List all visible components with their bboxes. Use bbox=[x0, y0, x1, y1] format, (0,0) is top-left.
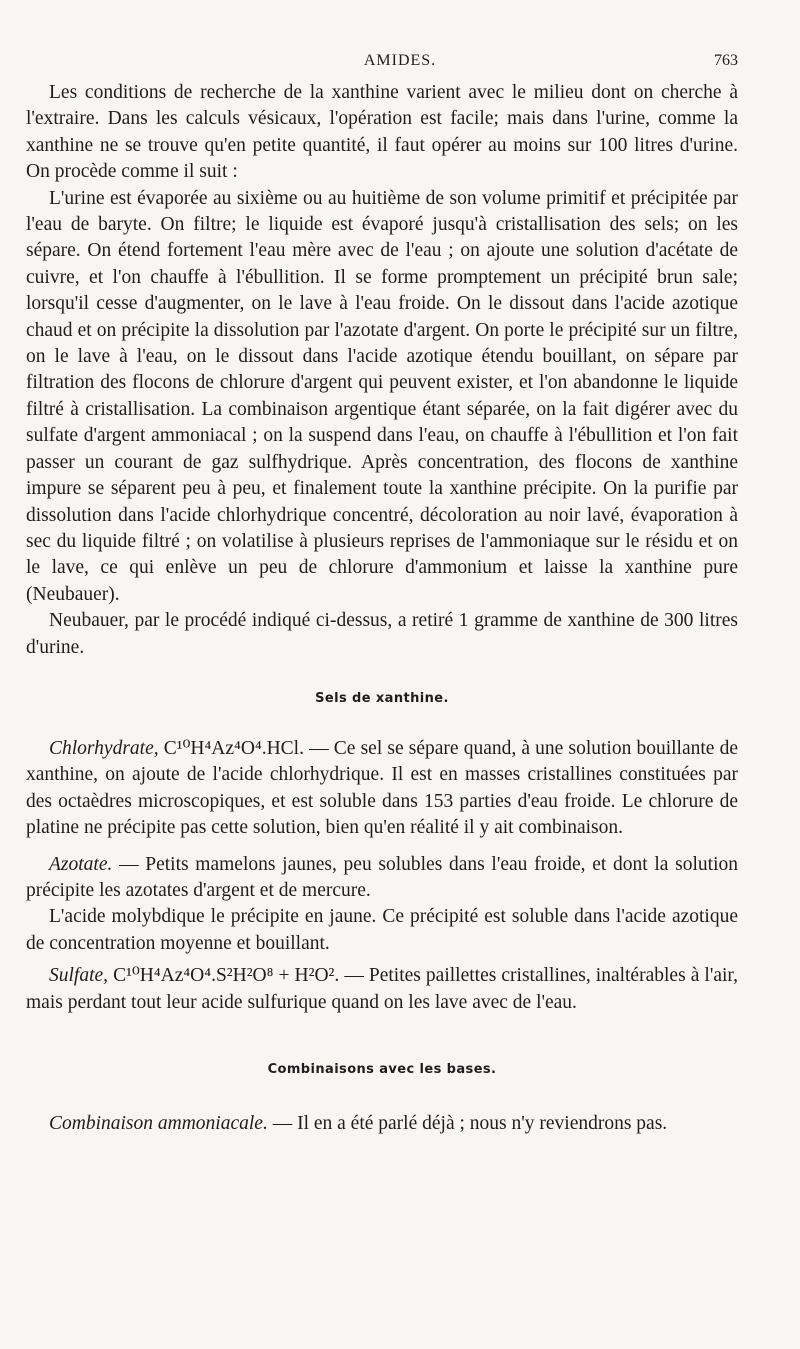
paragraph-molybdique: L'acide molybdique le précipite en jaune. Ce précipité est soluble dans l'acide azotique de concentration moyenne et bouillant. bbox=[26, 906, 738, 954]
paragraph-chlorhydrate bbox=[26, 736, 738, 842]
paragraph-azotate bbox=[26, 852, 738, 905]
text-azotate: — Petits mamelons jaunes, peu solubles dans l'eau froide, et dont la solution précipite les azotates d'argent et de mercure. bbox=[26, 853, 738, 901]
paragraph-yield: Neubauer, par le procédé indiqué ci-dessus, a retiré 1 gramme de xanthine de 300 litres d'urine. bbox=[26, 610, 738, 658]
term-azotate: Azotate. bbox=[49, 853, 113, 875]
running-title: AMIDES. bbox=[363, 52, 437, 69]
paragraph-ammoniacale bbox=[26, 1111, 738, 1137]
term-chlorhydrate: Chlorhydrate, bbox=[49, 737, 159, 759]
term-sulfate: Sulfate, bbox=[49, 965, 109, 987]
paragraph-sulfate bbox=[26, 963, 738, 1016]
section-heading-sels: Sels de xanthine. bbox=[315, 690, 449, 706]
paragraph-intro: Les conditions de recherche de la xanthine varient avec le milieu dont on cherche à l'extraire. Dans les calculs vésicaux, l'opération est facile; mais dans l'urine, comme la xanthine ne se trouve qu'en petite quantité, il faut opérer au moins sur 100 litres d'urine. On procède comme il suit : bbox=[26, 82, 738, 183]
page-body bbox=[26, 80, 738, 1137]
text-sulfate: — Petites paillettes cristallines, inaltérables à l'air, mais perdant tout leur acide sulfurique quand on les lave avec de l'eau. bbox=[26, 965, 739, 1013]
section-heading-combinaisons: Combinaisons avec les bases. bbox=[267, 1062, 497, 1077]
page-number: 763 bbox=[714, 52, 738, 69]
formula-chlorhydrate: C¹⁰H⁴Az⁴O⁴.HCl. bbox=[158, 737, 304, 759]
text-ammoniacale: — Il en a été parlé déjà ; nous n'y reviendrons pas. bbox=[267, 1113, 668, 1134]
text-chlorhydrate: — Ce sel se sépare quand, à une solution bouillante de xanthine, on ajoute de l'acide chlorhydrique. Il est en masses cristallines constituées par des octaèdres microscopiques, et est soluble dans 153 parties d'eau froide. Le chlorure de platine ne précipite pas cette solution, bien qu'en réalité il y ait combinaison. bbox=[26, 737, 738, 839]
paragraph-procedure: L'urine est évaporée au sixième ou au huitième de son volume primitif et précipitée par l'eau de baryte. On filtre; le liquide est évaporé jusqu'à cristallisation des sels; on les sépare. On étend fortement l'eau mère avec de l'eau ; on ajoute une solution d'acétate de cuivre, et l'on chauffe à l'ébullition. Il se forme promptement un précipité brun sale; lorsqu'il cesse d'augmenter, on le lave à l'eau froide. On le dissout dans l'acide azotique chaud et on précipite la dissolution par l'azotate d'argent. On porte le précipité sur un filtre, on le lave à l'eau, on le dissout dans l'acide azotique étendu bouillant, on sépare par filtration des flocons de chlorure d'argent qui peuvent exister, et l'on abandonne le liquide filtré à cristallisation. La combinaison argentique étant séparée, on la fait digérer avec du sulfate d'argent ammoniacal ; on la suspend dans l'eau, on chauffe à l'ébullition et l'on fait passer un courant de gaz sulfhydrique. Après concentration, des flocons de xanthine impure se séparent peu à peu, et finalement toute la xanthine précipite. On la purifie par dissolution dans l'acide chlorhydrique concentré, décoloration au noir lavé, évaporation à sec du liquide filtré ; on volatilise à plusieurs reprises de l'ammoniaque sur le résidu et on le lave, ce qui enlève un peu de chlorure d'ammonium et laisse la xanthine pure (Neubauer). bbox=[26, 187, 738, 605]
page-header bbox=[0, 50, 800, 76]
term-ammoniacale: Combinaison ammoniacale. bbox=[49, 1113, 268, 1134]
formula-sulfate: C¹⁰H⁴Az⁴O⁴.S²H²O⁸ + H²O². bbox=[108, 965, 340, 987]
